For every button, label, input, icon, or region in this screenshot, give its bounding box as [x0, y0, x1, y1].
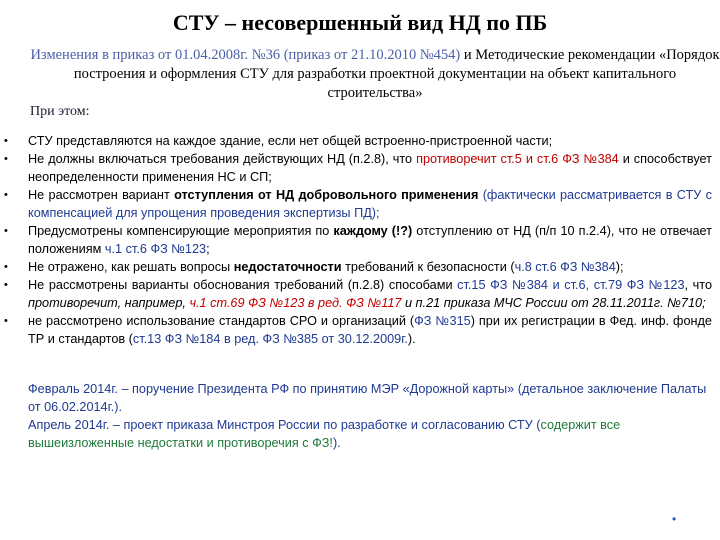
bullet-icon: • [4, 153, 8, 165]
paragraph-february: Февраль 2014г. – поручение Президента РФ по принятию МЭР «Дорожной карты» (детальное заключение Палаты от 06.02.2014г.). [28, 382, 707, 414]
bullet-text: Не отражено, как решать вопросы [28, 260, 234, 274]
list-item [0, 186, 712, 222]
bullet-text: не рассмотрено использование стандартов СРО и организаций ( [28, 314, 415, 328]
bullet-text-red: ч.1 ст.69 ФЗ №123 в ред. ФЗ №117 [189, 296, 402, 310]
bullet-text: , что [684, 278, 713, 292]
bullet-list [0, 132, 712, 348]
list-item [0, 312, 712, 348]
bottom-bullet-icon: • [672, 512, 677, 526]
closing-paragraphs [28, 380, 712, 452]
paragraph-april-text: Апрель 2014г. – проект приказа Минстроя России по разработке и согласованию СТУ ( [28, 418, 541, 432]
list-item [0, 258, 712, 276]
bullet-icon: • [4, 279, 8, 291]
bullet-text: требований к безопасности ( [341, 260, 515, 274]
slide-title: СТУ – несовершенный вид НД по ПБ [172, 10, 548, 35]
bullet-text: ; [206, 242, 210, 256]
bullet-text-blue: ФЗ №315 [414, 314, 471, 328]
bullet-icon: • [4, 135, 8, 147]
bullet-text-blue: ст.13 ФЗ №184 в ред. ФЗ №385 от 30.12.2009г. [132, 332, 408, 346]
bullet-text: ); [615, 260, 624, 274]
bullet-text: ) при их регистрации в Фед. инф. фонде ТР и стандартов ( [28, 314, 712, 346]
paragraph-april-end: ). [332, 436, 341, 450]
bullet-text-blue: ст.15 ФЗ №384 и ст.6, ст.79 ФЗ №123 [457, 278, 685, 292]
bullet-text-bold: недостаточности [233, 260, 342, 274]
bullet-text-italic: и п.21 приказа МЧС России от 28.11.2011г. №710; [401, 296, 706, 310]
paragraph-april [28, 416, 712, 452]
bullet-text: ). [407, 332, 416, 346]
bullet-icon: • [4, 189, 8, 201]
bullet-text-blue: ч.8 ст.6 ФЗ №384 [514, 260, 616, 274]
bullet-text-blue: ч.1 ст.6 ФЗ №123 [104, 242, 207, 256]
bullet-text-bold: отступления от НД добровольного применения [174, 188, 479, 202]
bullet-text-bold: каждому (!?) [333, 224, 413, 238]
subtitle [30, 46, 720, 103]
bullet-icon: • [4, 261, 8, 273]
list-item [0, 276, 712, 312]
subtitle-order-ref: Изменения в приказ от 01.04.2008г. №36 (приказ от 21.10.2010 №454) [30, 47, 461, 63]
bullet-text-italic: противоречит, например, [28, 296, 190, 310]
bullet-text: Не рассмотрены варианты обоснования требований (п.2.8) способами [28, 278, 458, 292]
bullet-text: и способствует неопределенности применения НС и СП; [28, 152, 712, 184]
bullet-text: СТУ представляются на каждое здание, если нет общей встроенно-пристроенной части; [28, 134, 553, 148]
list-item [0, 132, 712, 150]
bullet-text: отступлению от НД (п/п 10 п.2.4), что не отвечает положениям [28, 224, 712, 256]
bullet-icon: • [4, 225, 8, 237]
bullet-text-blue: (фактически рассматривается в СТУ с компенсацией для упрощения проведения экспертизы ПД); [28, 188, 712, 220]
paragraph-april-green: содержит все вышеизложенные недостатки и противоречия с ФЗ! [28, 418, 621, 450]
bullet-text: Не рассмотрен вариант [28, 188, 175, 202]
subtitle-recommendations: и Методические рекомендации «Порядок построения и оформления СТУ для разработки проектной документации на объект капитального строительства» [73, 47, 720, 101]
list-item [0, 150, 712, 186]
meanwhile-label: При этом: [30, 104, 90, 119]
bullet-text-red: противоречит ст.5 и ст.6 ФЗ №384 [416, 152, 619, 166]
bullet-icon: • [4, 315, 8, 327]
bullet-text: Предусмотрены компенсирующие мероприятия по [28, 224, 334, 238]
bullet-text: Не должны включаться требования действующих НД (п.2.8), что [28, 152, 417, 166]
list-item [0, 222, 712, 258]
